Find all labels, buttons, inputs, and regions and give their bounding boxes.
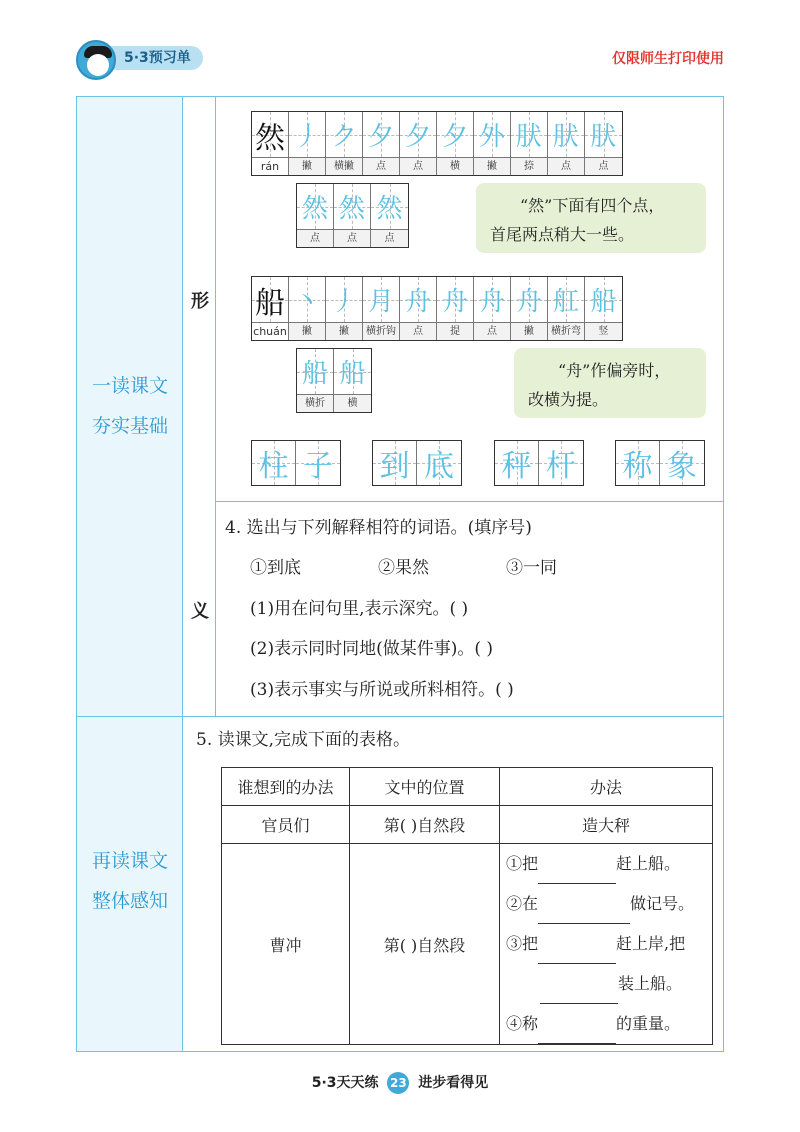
char-ran-main: 然 rán (252, 112, 289, 175)
section1-label-line2: 夯实基础 (91, 415, 168, 437)
method-2: ②在 做记号。 (500, 884, 712, 924)
section2-label-line1: 再读课文 (91, 850, 168, 872)
word-practice-3: 秤 杆 (494, 440, 584, 486)
blank-field[interactable] (538, 946, 616, 964)
stroke-cell: 然 点 (334, 184, 371, 247)
pinyin-chuan: chuán (253, 325, 287, 338)
chuan-tip-note: “舟”作偏旁时， 改横为提。 (514, 348, 706, 418)
method-4: ④称 的重量。 (500, 1004, 712, 1044)
stroke-cell: 肰 点 (585, 112, 622, 175)
q4-item-2[interactable]: (2)表示同时同地(做某件事)。( ) (250, 639, 494, 659)
mascot-avatar-icon (76, 40, 116, 80)
stroke-cell: 丿 撇 (326, 277, 363, 340)
char-chuan-strip-2 (296, 348, 372, 413)
divider (77, 716, 723, 717)
q4-option-2: ②果然 (378, 558, 429, 578)
q5-table (221, 767, 713, 1045)
stroke-cell: 然 点 (371, 184, 408, 247)
table-header: 谁想到的办法 (222, 768, 350, 806)
q5-title: 5. 读课文,完成下面的表格。 (196, 730, 411, 750)
q4-option-1: ①到底 (250, 558, 301, 578)
q4-item-1[interactable]: (1)用在问句里,表示深究。( ) (250, 599, 469, 619)
method-3b: 装上船。 (500, 964, 712, 1004)
stroke-cell: 船 竖 (585, 277, 622, 340)
table-cell: 造大秤 (500, 806, 713, 844)
stroke-cell: 肰 捺 (511, 112, 548, 175)
stroke-cell: 夕 横 (437, 112, 474, 175)
stroke-cell: 舟 点 (474, 277, 511, 340)
blank-field[interactable] (540, 986, 618, 1004)
footer-right: 进步看得见 (418, 1075, 489, 1091)
stroke-cell: 舟 撇 (511, 277, 548, 340)
divider (215, 97, 216, 716)
table-cell[interactable]: 第( )自然段 (350, 844, 500, 1045)
left-column (77, 97, 183, 1051)
divider (215, 501, 723, 502)
method-3: ③把 赶上岸,把 (500, 924, 712, 964)
stroke-cell: 丶 撇 (289, 277, 326, 340)
stroke-cell: 船 横折 (297, 349, 334, 412)
print-notice: 仅限师生打印使用 (612, 51, 724, 67)
label-yi: 义 (191, 601, 209, 622)
stroke-cell: 外 撇 (474, 112, 511, 175)
methods-cell (500, 844, 713, 1045)
q4-option-3: ③一同 (506, 558, 557, 578)
page-footer (0, 1072, 800, 1094)
ran-tip-note: “然”下面有四个点， 首尾两点稍大一些。 (476, 183, 706, 253)
method-1: ①把 赶上船。 (500, 844, 712, 884)
stroke-cell: 舟 提 (437, 277, 474, 340)
q4-title: 4. 选出与下列解释相符的词语。(填序号) (225, 518, 532, 538)
footer-left: 5·3天天练 (311, 1075, 379, 1091)
word-practice-1: 柱 子 (251, 440, 341, 486)
char-ran-strip-2 (296, 183, 409, 248)
table-cell: 曹冲 (222, 844, 350, 1045)
stroke-cell: 船 横 (334, 349, 371, 412)
stroke-cell: 月 横折钩 (363, 277, 400, 340)
page-badge: 5·3预习单 (100, 46, 203, 70)
table-cell[interactable]: 第( )自然段 (350, 806, 500, 844)
section2-label-line2: 整体感知 (91, 890, 168, 912)
stroke-cell: 肰 点 (548, 112, 585, 175)
table-header: 文中的位置 (350, 768, 500, 806)
stroke-cell: 然 点 (297, 184, 334, 247)
section1-label-line1: 一读课文 (91, 375, 168, 397)
stroke-cell: 舟 点 (400, 277, 437, 340)
stroke-cell: 夕 点 (363, 112, 400, 175)
blank-field[interactable] (538, 906, 630, 924)
page-number: 23 (387, 1072, 409, 1094)
table-header: 办法 (500, 768, 713, 806)
blank-field[interactable] (538, 866, 616, 884)
char-ran-strip (251, 111, 623, 176)
pinyin-ran: rán (252, 158, 288, 175)
stroke-cell: ク 横撇 (326, 112, 363, 175)
char-chuan-main: 船 chuán (252, 277, 289, 340)
label-xing: 形 (191, 291, 209, 312)
table-cell: 官员们 (222, 806, 350, 844)
word-practice-4: 称 象 (615, 440, 705, 486)
stroke-cell: 夕 点 (400, 112, 437, 175)
char-chuan-strip (251, 276, 623, 341)
stroke-cell: 丿 撇 (289, 112, 326, 175)
q4-item-3[interactable]: (3)表示事实与所说或所料相符。( ) (250, 680, 514, 700)
word-practice-2: 到 底 (372, 440, 462, 486)
blank-field[interactable] (538, 1026, 616, 1044)
stroke-cell: 舡 横折弯 (548, 277, 585, 340)
